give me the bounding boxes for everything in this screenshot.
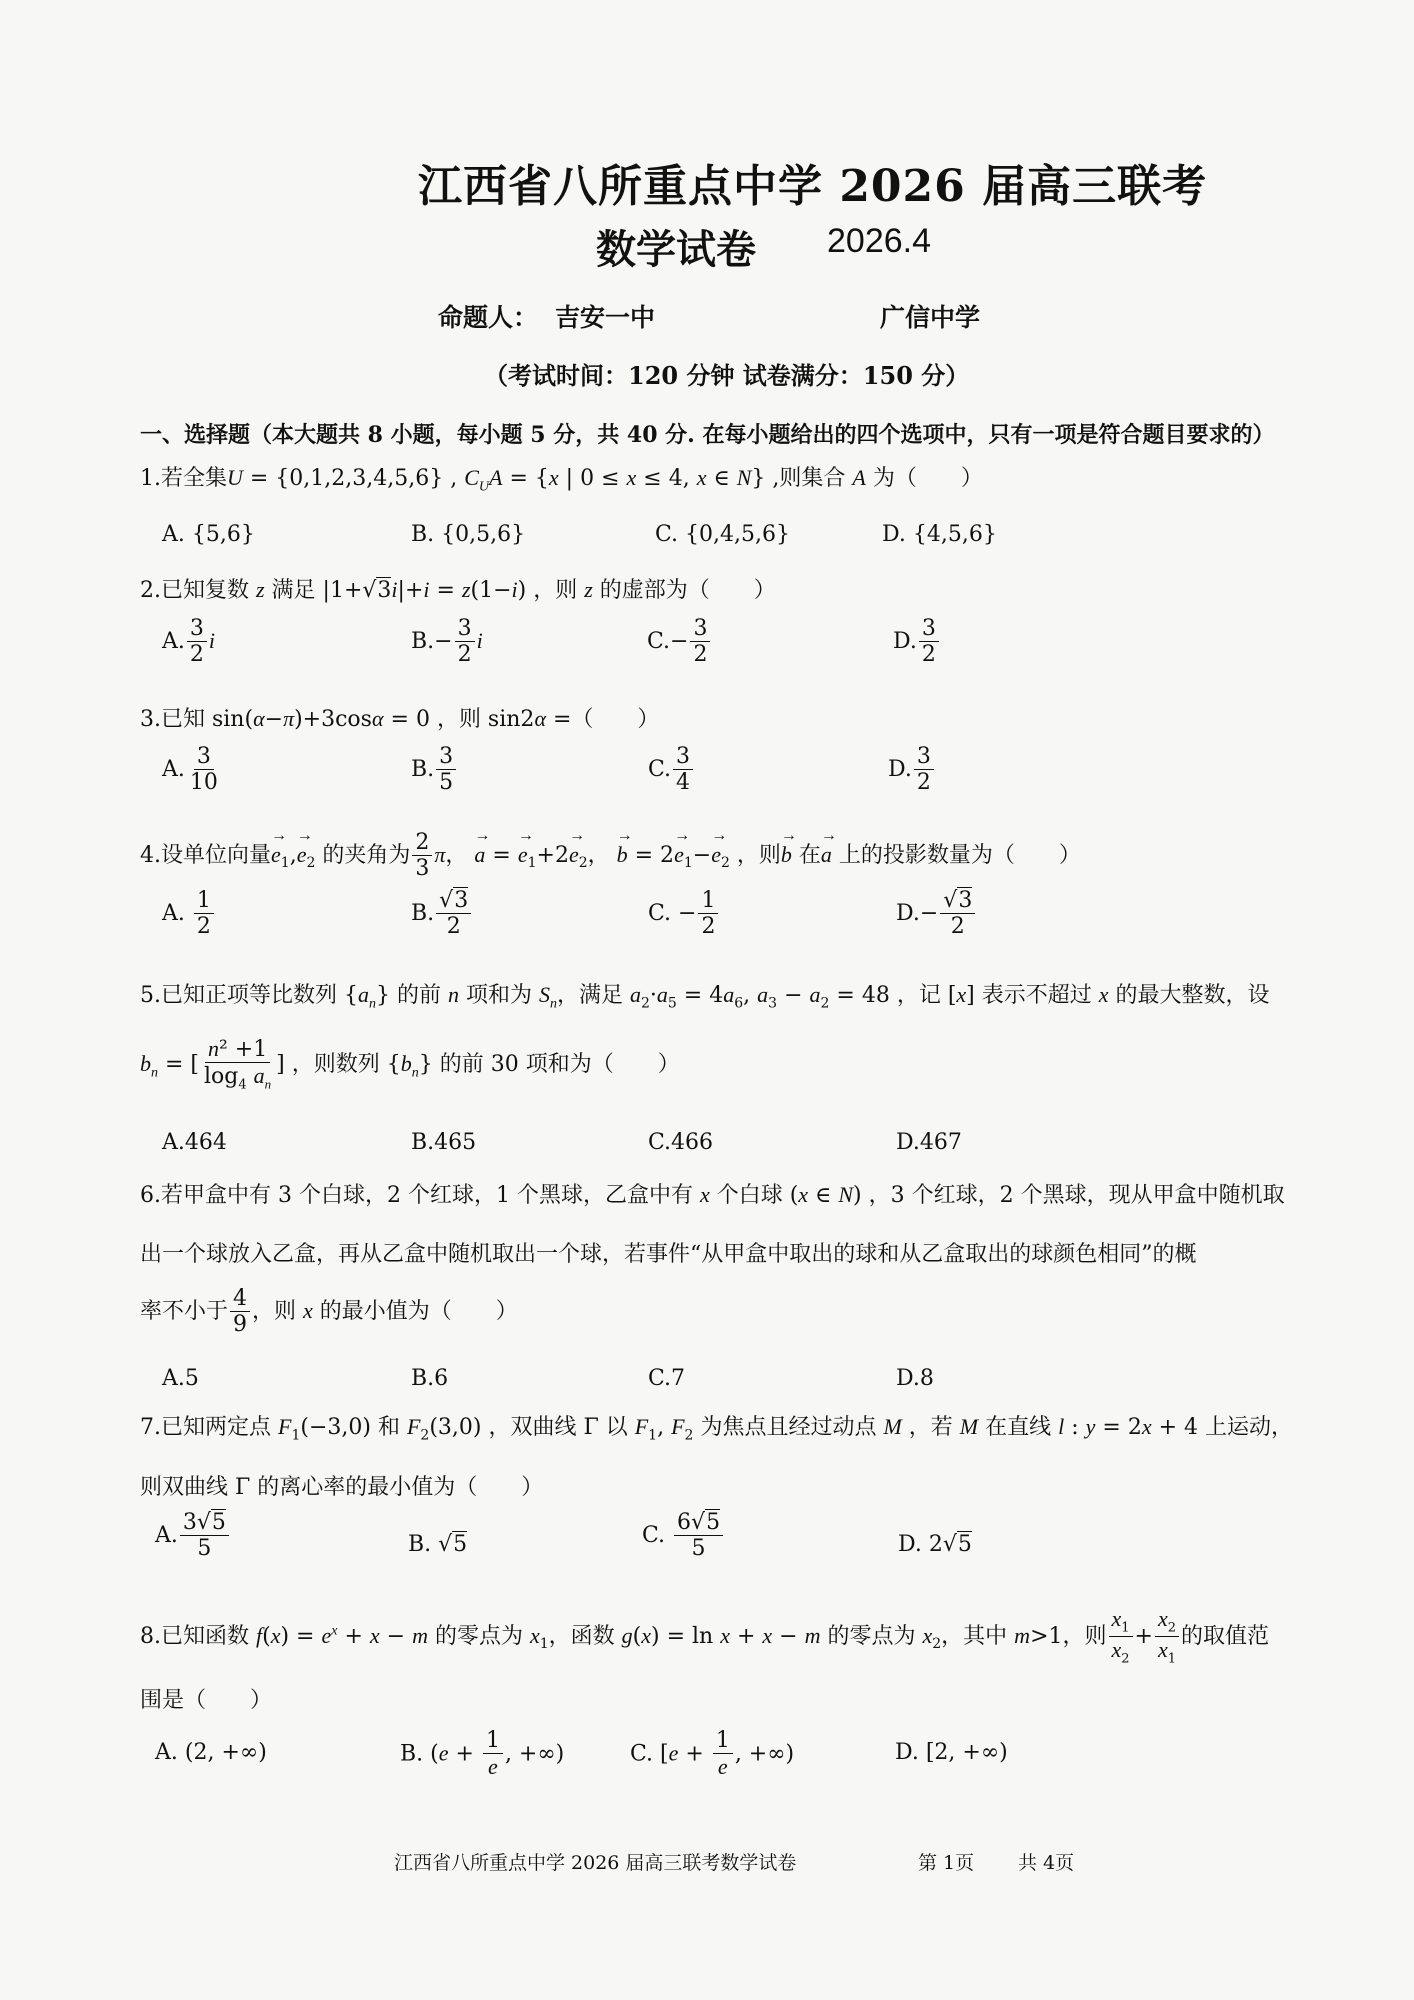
q8-option-a: A. (2, +∞) (155, 1740, 267, 1765)
q4-option-c: C. − $\frac{1}{2}$ (648, 888, 720, 940)
exam-info: （考试时间：120 分钟 试卷满分：150 分） (484, 361, 970, 390)
q6-option-c: C.7 (648, 1366, 686, 1391)
footer-title: 江西省八所重点中学 2026 届高三联考数学试卷 (394, 1852, 797, 1874)
q2-option-c: C.− $\frac{3}{2}$ (647, 616, 712, 668)
author-2: 广信中学 (880, 303, 981, 332)
q7-option-a: A. $\frac{3√5}{5}$ (155, 1510, 231, 1562)
page-title: 江西省八所重点中学 2026 届高三联考 (418, 161, 1208, 212)
q3-option-a: A. $\frac{3}{10}$ (162, 744, 218, 796)
q8-option-c: C. [e + $\frac{1}{e}$ , +∞) (630, 1728, 795, 1780)
question-1: 1.若全集U = {0,1,2,3,4,5,6} , $C_UA = \{x$ | 0 ≤ x ≤ 4, x ∈ N} ,则集合 A 为（ ） (140, 465, 983, 495)
question-6-line-2: 出一个球放入乙盒，再从乙盒中随机取出一个球，若事件“从甲盒中取出的球和从乙盒取出的球颜色相同”的概 (140, 1242, 1197, 1267)
q3-option-b: B. $\frac{3}{5}$ (411, 744, 458, 796)
question-7-line-2: 则双曲线 Γ 的离心率的最小值为（ ） (140, 1475, 544, 1500)
q8-option-b: B. (e + $\frac{1}{e}$ , +∞) (400, 1728, 565, 1780)
question-6-line-3: 率不小于 $\frac{4}{9}$ ，则 x 的最小值为（ ） (140, 1286, 518, 1338)
question-4: 4.设单位向量→ $e_1,\to e_2$ 的夹角为 $\frac{2}{3}$ π， → a = → $e_1+2\to e_2$， → $b = 2\to e_1-\to e_2$ ，则→ b 在→ a 上的投影数量为（ ） (140, 830, 1081, 882)
q6-option-b: B.6 (411, 1366, 449, 1391)
question-3: 3.已知 sin(α−π)+3cosα = 0 ，则 sin2α =（ ） (140, 706, 660, 732)
question-5-line-1: 5.已知正项等比数列 $\{a_n\}$ 的前 n 项和为 $S_n$，满足 $a_2\cdot a_5 = 4a_6$, $a_3 - a_2 = 48$ ，记 [x] 表示不超过 x 的最大整数，设 (140, 982, 1270, 1012)
q5-option-a: A.464 (162, 1130, 227, 1155)
page-subtitle: 数学试卷 (596, 226, 756, 273)
q2-option-d: D. $\frac{3}{2}$ (893, 616, 941, 668)
question-2: 2.已知复数 z 满足 |1+√3i|+i = z(1−i) ，则 z 的虚部为（ ） (140, 577, 776, 603)
exam-date: 2026.4 (827, 222, 931, 260)
q5-option-b: B.465 (411, 1130, 477, 1155)
q1-option-b: B. {0,5,6} (411, 522, 526, 547)
q8-option-d: D. [2, +∞) (895, 1740, 1008, 1765)
question-6-line-1: 6.若甲盒中有 3 个白球，2 个红球，1 个黑球，乙盒中有 x 个白球 (x ∈ N) ，3 个红球，2 个黑球，现从甲盒中随机取 (140, 1182, 1285, 1208)
question-8-line-1: 8.已知函数 $f(x) = e^x + x - m$ 的零点为 $x_1$，函数 g(x) = ln x + x − m 的零点为 $x_2$，其中 m>1，则 $\frac{x_1}{x_2}$ + $\frac{x_2}{x_1}$ 的取值范 (140, 1606, 1270, 1667)
q7-option-c: C. $\frac{6√5}{5}$ (642, 1510, 725, 1562)
q7-option-d: D. 2√5 (898, 1532, 972, 1557)
q5-option-d: D.467 (896, 1130, 962, 1155)
q1-option-a: A. {5,6} (162, 522, 255, 547)
q1-option-d: D. {4,5,6} (882, 522, 997, 547)
q6-option-a: A.5 (162, 1366, 199, 1391)
section-heading: 一、选择题（本大题共 8 小题，每小题 5 分，共 40 分. 在每小题给出的四个选项中，只有一项是符合题目要求的） (140, 422, 1275, 448)
question-8-line-2: 围是（ ） (140, 1688, 273, 1713)
q6-option-d: D.8 (896, 1366, 934, 1391)
q1-option-c: C. {0,4,5,6} (655, 522, 790, 547)
author-1: 吉安一中 (555, 303, 656, 332)
q2-option-a: A. $\frac{3}{2}$ i (162, 616, 216, 668)
q3-option-d: D. $\frac{3}{2}$ (888, 744, 936, 796)
q2-option-b: B.− $\frac{3}{2}$ i (411, 616, 483, 668)
footer-page-number: 第 1页 (918, 1852, 975, 1874)
q4-option-d: D.− $\frac{√3}{2}$ (896, 888, 977, 940)
q7-option-b: B. √5 (408, 1532, 468, 1557)
q4-option-a: A. $\frac{1}{2}$ (162, 888, 216, 940)
authors-label: 命题人： (438, 303, 539, 332)
question-7-line-1: 7.已知两定点 $F_1(-3,0)$ 和 $F_2(3,0)$ ，双曲线 Γ 以 $F_1$, $F_2$ 为焦点且经过动点 M ，若 M 在直线 l : y = 2x + 4 上运动， (140, 1414, 1294, 1444)
question-5-line-2: $b_n$ = [ $\frac{\text{n² +1}}{\log_4 a_n}$ ] ，则数列 $\{b_n\}$ 的前 30 项和为（ ） (140, 1036, 680, 1093)
q3-option-c: C. $\frac{3}{4}$ (648, 744, 695, 796)
q4-option-b: B. $\frac{√3}{2}$ (411, 888, 473, 940)
footer-total-pages: 共 4页 (1018, 1852, 1075, 1874)
q5-option-c: C.466 (648, 1130, 714, 1155)
